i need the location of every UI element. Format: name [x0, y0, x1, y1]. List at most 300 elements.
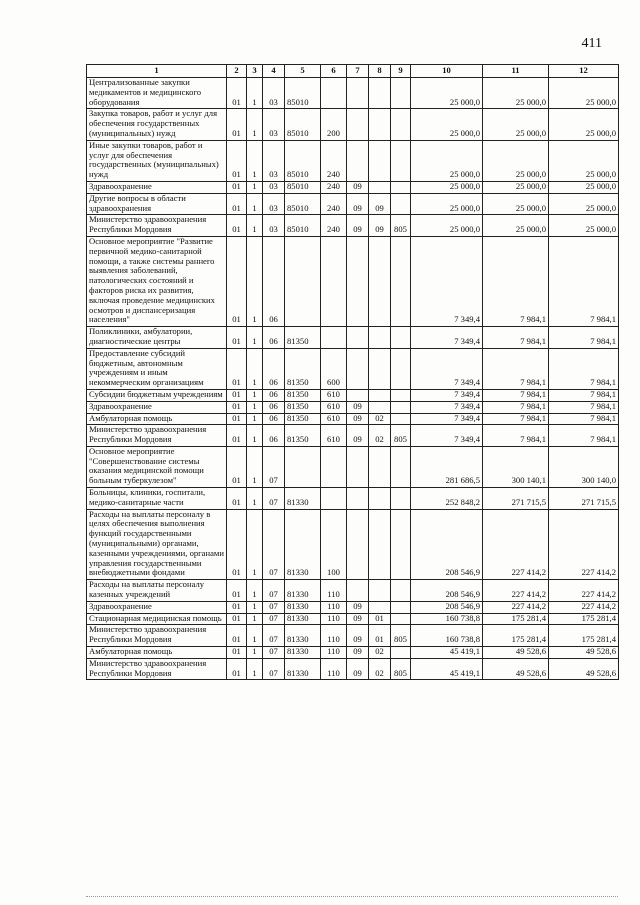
row-col-9 — [391, 327, 411, 349]
row-col-7: 09 — [347, 425, 369, 447]
row-col-2: 01 — [227, 613, 247, 625]
row-col-6: 240 — [321, 193, 347, 215]
row-col-5: 81350 — [285, 389, 321, 401]
row-col-5: 85010 — [285, 78, 321, 109]
header-col-5: 5 — [285, 65, 321, 78]
row-col-8: 09 — [369, 193, 391, 215]
table-row — [87, 446, 619, 487]
row-value-10: 7 349,4 — [411, 425, 483, 447]
row-name: Субсидии бюджетным учреждениям — [87, 389, 227, 401]
row-value-10: 160 738,8 — [411, 625, 483, 647]
table-row — [87, 109, 619, 140]
row-col-3: 1 — [247, 401, 263, 413]
row-col-2: 01 — [227, 327, 247, 349]
header-col-8: 8 — [369, 65, 391, 78]
row-value-11: 7 984,1 — [483, 425, 549, 447]
row-col-8: 09 — [369, 215, 391, 237]
row-value-12: 227 414,2 — [549, 580, 619, 602]
row-col-7 — [347, 236, 369, 326]
row-col-8 — [369, 181, 391, 193]
row-col-4: 07 — [263, 488, 285, 510]
row-name: Поликлиники, амбулатории, диагностические центры — [87, 327, 227, 349]
row-col-6: 200 — [321, 109, 347, 140]
row-col-2: 01 — [227, 215, 247, 237]
row-col-3: 1 — [247, 580, 263, 602]
row-col-4: 03 — [263, 181, 285, 193]
row-col-7 — [347, 140, 369, 181]
table-row — [87, 613, 619, 625]
row-value-11: 227 414,2 — [483, 601, 549, 613]
row-value-12: 49 528,6 — [549, 658, 619, 680]
row-value-10: 45 419,1 — [411, 647, 483, 659]
row-value-11: 49 528,6 — [483, 658, 549, 680]
row-name: Основное мероприятие "Совершенствование системы оказания медицинской помощи больным туберкулезом" — [87, 446, 227, 487]
row-value-11: 25 000,0 — [483, 215, 549, 237]
row-col-2: 01 — [227, 181, 247, 193]
row-col-8 — [369, 348, 391, 389]
row-name: Министерство здравоохранения Республики Мордовия — [87, 425, 227, 447]
row-col-8 — [369, 109, 391, 140]
row-col-4: 07 — [263, 446, 285, 487]
row-col-5: 81330 — [285, 613, 321, 625]
row-col-2: 01 — [227, 580, 247, 602]
row-col-8 — [369, 78, 391, 109]
row-name: Министерство здравоохранения Республики Мордовия — [87, 625, 227, 647]
header-col-6: 6 — [321, 65, 347, 78]
row-value-11: 175 281,4 — [483, 625, 549, 647]
row-value-11: 25 000,0 — [483, 140, 549, 181]
row-col-9 — [391, 236, 411, 326]
row-col-7: 09 — [347, 601, 369, 613]
row-col-3: 1 — [247, 193, 263, 215]
row-col-9 — [391, 181, 411, 193]
row-value-11: 175 281,4 — [483, 613, 549, 625]
row-col-6: 110 — [321, 647, 347, 659]
row-col-4: 06 — [263, 236, 285, 326]
row-value-10: 25 000,0 — [411, 109, 483, 140]
row-value-12: 7 984,1 — [549, 413, 619, 425]
row-col-8 — [369, 389, 391, 401]
row-col-7: 09 — [347, 413, 369, 425]
row-value-10: 7 349,4 — [411, 348, 483, 389]
row-col-8: 02 — [369, 658, 391, 680]
row-col-6: 110 — [321, 625, 347, 647]
row-name: Закупка товаров, работ и услуг для обеспечения государственных (муниципальных) нужд — [87, 109, 227, 140]
row-col-9 — [391, 348, 411, 389]
row-value-10: 7 349,4 — [411, 401, 483, 413]
row-col-6 — [321, 446, 347, 487]
row-col-5: 81330 — [285, 580, 321, 602]
header-col-9: 9 — [391, 65, 411, 78]
row-col-3: 1 — [247, 488, 263, 510]
row-col-2: 01 — [227, 109, 247, 140]
row-name: Централизованные закупки медикаментов и медицинского оборудования — [87, 78, 227, 109]
row-col-5: 81350 — [285, 348, 321, 389]
row-col-2: 01 — [227, 601, 247, 613]
row-col-9 — [391, 488, 411, 510]
row-col-4: 03 — [263, 215, 285, 237]
row-value-12: 7 984,1 — [549, 236, 619, 326]
row-col-7: 09 — [347, 647, 369, 659]
row-col-5: 85010 — [285, 140, 321, 181]
table-row — [87, 140, 619, 181]
row-col-4: 03 — [263, 140, 285, 181]
row-col-9 — [391, 389, 411, 401]
row-value-10: 7 349,4 — [411, 327, 483, 349]
row-col-2: 01 — [227, 647, 247, 659]
row-col-4: 06 — [263, 413, 285, 425]
row-col-4: 07 — [263, 625, 285, 647]
header-col-10: 10 — [411, 65, 483, 78]
row-col-2: 01 — [227, 348, 247, 389]
row-value-10: 7 349,4 — [411, 389, 483, 401]
row-col-5: 81330 — [285, 601, 321, 613]
row-name: Расходы на выплаты персоналу казенных учреждений — [87, 580, 227, 602]
row-value-10: 281 686,5 — [411, 446, 483, 487]
row-col-9 — [391, 193, 411, 215]
table-row — [87, 181, 619, 193]
row-col-7: 09 — [347, 401, 369, 413]
row-col-6 — [321, 78, 347, 109]
row-col-4: 07 — [263, 509, 285, 580]
row-value-11: 300 140,1 — [483, 446, 549, 487]
row-col-5 — [285, 446, 321, 487]
row-col-2: 01 — [227, 140, 247, 181]
row-col-9 — [391, 613, 411, 625]
row-name: Министерство здравоохранения Республики Мордовия — [87, 215, 227, 237]
row-col-5: 81330 — [285, 647, 321, 659]
row-name: Стационарная медицинская помощь — [87, 613, 227, 625]
table-row — [87, 236, 619, 326]
row-value-12: 25 000,0 — [549, 193, 619, 215]
row-col-5: 81350 — [285, 425, 321, 447]
row-col-3: 1 — [247, 236, 263, 326]
row-col-6: 100 — [321, 509, 347, 580]
row-col-5: 81350 — [285, 327, 321, 349]
header-col-12: 12 — [549, 65, 619, 78]
row-col-8 — [369, 580, 391, 602]
row-col-8: 01 — [369, 625, 391, 647]
row-col-7 — [347, 327, 369, 349]
row-col-3: 1 — [247, 78, 263, 109]
row-col-7 — [347, 348, 369, 389]
row-value-12: 7 984,1 — [549, 327, 619, 349]
row-col-9 — [391, 140, 411, 181]
row-value-12: 49 528,6 — [549, 647, 619, 659]
row-col-3: 1 — [247, 327, 263, 349]
table-row — [87, 78, 619, 109]
table-row — [87, 625, 619, 647]
row-col-8 — [369, 401, 391, 413]
header-col-2: 2 — [227, 65, 247, 78]
row-value-12: 175 281,4 — [549, 625, 619, 647]
row-col-3: 1 — [247, 613, 263, 625]
row-col-2: 01 — [227, 413, 247, 425]
row-col-4: 03 — [263, 193, 285, 215]
row-col-5: 81350 — [285, 413, 321, 425]
row-col-7 — [347, 109, 369, 140]
row-value-10: 160 738,8 — [411, 613, 483, 625]
row-col-6: 610 — [321, 413, 347, 425]
row-value-11: 271 715,5 — [483, 488, 549, 510]
row-value-10: 25 000,0 — [411, 181, 483, 193]
row-value-11: 7 984,1 — [483, 413, 549, 425]
row-value-10: 7 349,4 — [411, 236, 483, 326]
row-value-11: 7 984,1 — [483, 348, 549, 389]
row-name: Больницы, клиники, госпитали, медико-санитарные части — [87, 488, 227, 510]
row-col-8 — [369, 236, 391, 326]
row-col-9: 805 — [391, 215, 411, 237]
row-col-2: 01 — [227, 425, 247, 447]
row-col-3: 1 — [247, 509, 263, 580]
row-col-7 — [347, 446, 369, 487]
header-row — [87, 65, 619, 78]
row-name: Амбулаторная помощь — [87, 413, 227, 425]
table-row — [87, 327, 619, 349]
row-col-4: 07 — [263, 658, 285, 680]
table-row — [87, 389, 619, 401]
row-col-7: 09 — [347, 193, 369, 215]
row-value-10: 7 349,4 — [411, 413, 483, 425]
row-col-6 — [321, 488, 347, 510]
row-col-4: 07 — [263, 601, 285, 613]
row-value-11: 7 984,1 — [483, 401, 549, 413]
row-value-12: 300 140,0 — [549, 446, 619, 487]
row-value-12: 7 984,1 — [549, 401, 619, 413]
row-col-8 — [369, 488, 391, 510]
row-col-5: 81330 — [285, 509, 321, 580]
row-name: Предоставление субсидий бюджетным, автономным учреждениям и иным некоммерческим организациям — [87, 348, 227, 389]
row-col-6: 610 — [321, 389, 347, 401]
row-col-9 — [391, 109, 411, 140]
table-row — [87, 658, 619, 680]
page-number: 411 — [581, 36, 602, 51]
row-col-9 — [391, 78, 411, 109]
row-value-10: 252 848,2 — [411, 488, 483, 510]
row-col-8: 02 — [369, 413, 391, 425]
table-row — [87, 509, 619, 580]
table-row — [87, 601, 619, 613]
header-col-4: 4 — [263, 65, 285, 78]
row-col-8 — [369, 509, 391, 580]
row-col-3: 1 — [247, 389, 263, 401]
row-value-12: 25 000,0 — [549, 181, 619, 193]
table-row — [87, 580, 619, 602]
row-col-6: 110 — [321, 613, 347, 625]
table-row — [87, 425, 619, 447]
row-col-9 — [391, 647, 411, 659]
row-name: Основное мероприятие "Развитие первичной медико-санитарной помощи, а также системы раннего выявления заболеваний, патологических состояний и факторов риска их развития, включая проведение медицинских осмотров и диспансеризация населения" — [87, 236, 227, 326]
row-value-12: 175 281,4 — [549, 613, 619, 625]
row-value-10: 208 546,9 — [411, 580, 483, 602]
row-col-3: 1 — [247, 109, 263, 140]
row-col-3: 1 — [247, 658, 263, 680]
row-col-5: 85010 — [285, 109, 321, 140]
row-col-4: 03 — [263, 109, 285, 140]
row-col-3: 1 — [247, 446, 263, 487]
footer-divider — [86, 896, 618, 897]
row-col-6: 610 — [321, 401, 347, 413]
row-value-11: 25 000,0 — [483, 181, 549, 193]
row-name: Амбулаторная помощь — [87, 647, 227, 659]
row-col-5: 81330 — [285, 625, 321, 647]
row-value-10: 45 419,1 — [411, 658, 483, 680]
table-row — [87, 215, 619, 237]
row-col-9 — [391, 509, 411, 580]
row-col-3: 1 — [247, 140, 263, 181]
row-col-4: 06 — [263, 348, 285, 389]
row-col-4: 06 — [263, 389, 285, 401]
header-col-7: 7 — [347, 65, 369, 78]
row-col-4: 06 — [263, 401, 285, 413]
table-row — [87, 647, 619, 659]
row-value-10: 25 000,0 — [411, 140, 483, 181]
row-value-12: 25 000,0 — [549, 109, 619, 140]
row-col-4: 06 — [263, 425, 285, 447]
row-col-6: 240 — [321, 140, 347, 181]
row-col-8 — [369, 601, 391, 613]
row-col-7 — [347, 78, 369, 109]
row-col-9: 805 — [391, 425, 411, 447]
row-col-5 — [285, 236, 321, 326]
row-value-10: 208 546,9 — [411, 509, 483, 580]
row-value-12: 7 984,1 — [549, 348, 619, 389]
table-row — [87, 401, 619, 413]
row-value-10: 208 546,9 — [411, 601, 483, 613]
row-value-12: 7 984,1 — [549, 389, 619, 401]
row-col-2: 01 — [227, 236, 247, 326]
row-col-9 — [391, 413, 411, 425]
row-col-3: 1 — [247, 413, 263, 425]
row-col-7 — [347, 509, 369, 580]
row-name: Здравоохранение — [87, 181, 227, 193]
row-col-9 — [391, 446, 411, 487]
row-col-4: 07 — [263, 647, 285, 659]
table-row — [87, 488, 619, 510]
row-value-12: 227 414,2 — [549, 601, 619, 613]
row-col-8 — [369, 327, 391, 349]
row-value-10: 25 000,0 — [411, 78, 483, 109]
row-col-4: 06 — [263, 327, 285, 349]
row-name: Расходы на выплаты персоналу в целях обеспечения выполнения функций государственными (муниципальными) органами, казенными учреждениями, органами управления государственными внебюджетными фондами — [87, 509, 227, 580]
row-col-4: 07 — [263, 613, 285, 625]
row-value-10: 25 000,0 — [411, 193, 483, 215]
row-col-6: 600 — [321, 348, 347, 389]
row-value-11: 49 528,6 — [483, 647, 549, 659]
row-value-12: 25 000,0 — [549, 78, 619, 109]
row-value-12: 7 984,1 — [549, 425, 619, 447]
row-col-6 — [321, 327, 347, 349]
row-col-6: 240 — [321, 215, 347, 237]
row-col-8: 02 — [369, 425, 391, 447]
row-col-7 — [347, 580, 369, 602]
row-value-11: 7 984,1 — [483, 389, 549, 401]
row-col-8: 01 — [369, 613, 391, 625]
row-value-11: 7 984,1 — [483, 327, 549, 349]
row-col-5: 85010 — [285, 193, 321, 215]
row-value-11: 25 000,0 — [483, 109, 549, 140]
row-col-7: 09 — [347, 181, 369, 193]
row-col-2: 01 — [227, 488, 247, 510]
row-value-11: 227 414,2 — [483, 509, 549, 580]
row-col-9: 805 — [391, 625, 411, 647]
row-value-10: 25 000,0 — [411, 215, 483, 237]
row-col-2: 01 — [227, 446, 247, 487]
row-value-11: 7 984,1 — [483, 236, 549, 326]
row-value-11: 227 414,2 — [483, 580, 549, 602]
row-col-3: 1 — [247, 181, 263, 193]
row-col-7 — [347, 389, 369, 401]
row-value-12: 25 000,0 — [549, 140, 619, 181]
row-col-5: 81330 — [285, 658, 321, 680]
row-col-6: 110 — [321, 658, 347, 680]
row-col-8 — [369, 446, 391, 487]
row-col-9 — [391, 601, 411, 613]
row-col-6: 110 — [321, 601, 347, 613]
budget-table — [86, 64, 619, 680]
row-col-2: 01 — [227, 401, 247, 413]
row-col-4: 07 — [263, 580, 285, 602]
row-value-12: 25 000,0 — [549, 215, 619, 237]
row-value-12: 227 414,2 — [549, 509, 619, 580]
header-col-1: 1 — [87, 65, 227, 78]
row-value-11: 25 000,0 — [483, 193, 549, 215]
row-col-6: 610 — [321, 425, 347, 447]
row-value-12: 271 715,5 — [549, 488, 619, 510]
row-col-2: 01 — [227, 389, 247, 401]
row-col-7: 09 — [347, 215, 369, 237]
row-col-8: 02 — [369, 647, 391, 659]
row-name: Здравоохранение — [87, 601, 227, 613]
row-col-7: 09 — [347, 613, 369, 625]
row-col-2: 01 — [227, 78, 247, 109]
row-col-2: 01 — [227, 625, 247, 647]
row-name: Иные закупки товаров, работ и услуг для обеспечения государственных (муниципальных) нужд — [87, 140, 227, 181]
row-col-4: 03 — [263, 78, 285, 109]
row-col-3: 1 — [247, 601, 263, 613]
row-value-11: 25 000,0 — [483, 78, 549, 109]
row-col-2: 01 — [227, 193, 247, 215]
row-col-2: 01 — [227, 658, 247, 680]
row-col-7: 09 — [347, 658, 369, 680]
row-col-3: 1 — [247, 647, 263, 659]
row-name: Другие вопросы в области здравоохранения — [87, 193, 227, 215]
row-col-5: 81330 — [285, 488, 321, 510]
row-col-3: 1 — [247, 215, 263, 237]
row-col-7: 09 — [347, 625, 369, 647]
row-name: Министерство здравоохранения Республики Мордовия — [87, 658, 227, 680]
table-row — [87, 413, 619, 425]
row-col-3: 1 — [247, 348, 263, 389]
row-col-3: 1 — [247, 625, 263, 647]
row-col-2: 01 — [227, 509, 247, 580]
row-col-9 — [391, 580, 411, 602]
row-col-8 — [369, 140, 391, 181]
row-col-6: 110 — [321, 580, 347, 602]
row-col-9 — [391, 401, 411, 413]
row-col-6 — [321, 236, 347, 326]
row-name: Здравоохранение — [87, 401, 227, 413]
row-col-6: 240 — [321, 181, 347, 193]
table-row — [87, 193, 619, 215]
header-col-11: 11 — [483, 65, 549, 78]
row-col-7 — [347, 488, 369, 510]
row-col-3: 1 — [247, 425, 263, 447]
row-col-5: 81350 — [285, 401, 321, 413]
row-col-5: 85010 — [285, 181, 321, 193]
table-row — [87, 348, 619, 389]
row-col-5: 85010 — [285, 215, 321, 237]
